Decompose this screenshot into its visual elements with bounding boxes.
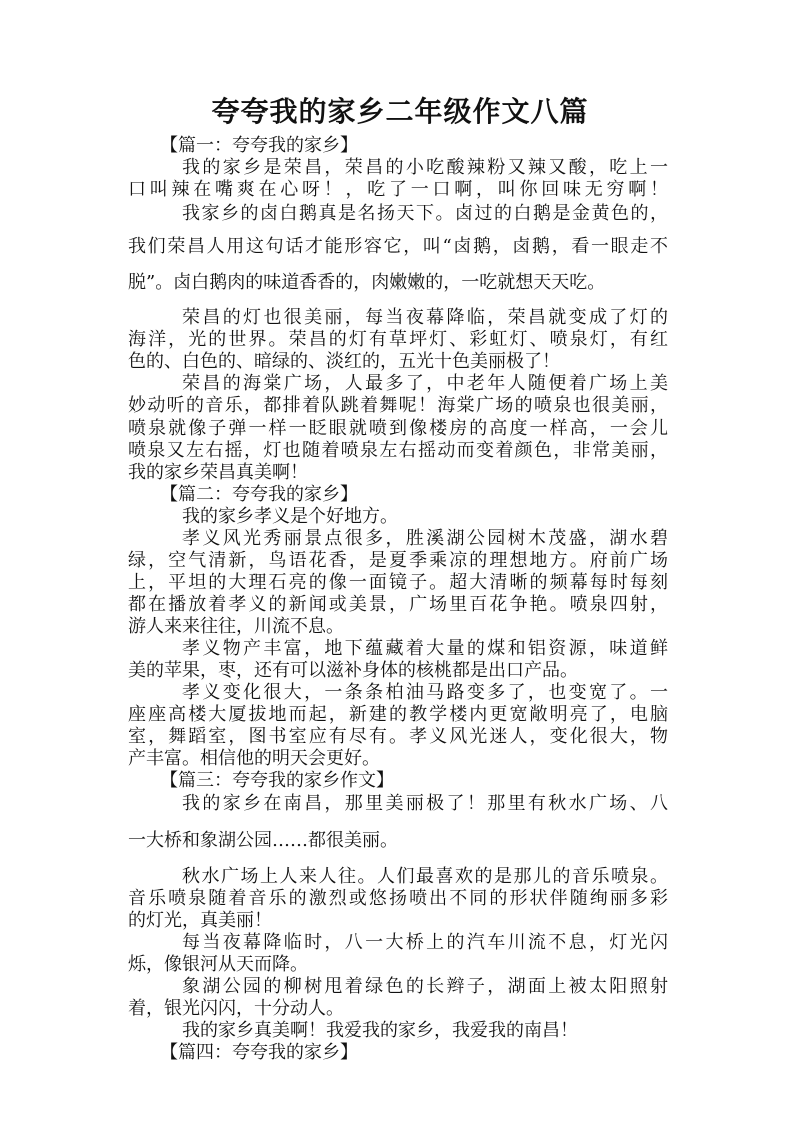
paragraph-line: 音乐喷泉随着音乐的激烈或悠扬喷出不同的形状伴随绚丽多彩 [128, 888, 668, 909]
paragraph-line: 都在播放着孝义的新闻或美景，广场里百花争艳。喷泉四射， [128, 594, 668, 615]
paragraph-line: 喷泉就像子弹一样一眨眼就喷到像楼房的高度一样高，一会儿 [128, 418, 668, 439]
paragraph-line: 烁，像银河从天而降。 [128, 954, 308, 975]
paragraph-line: 孝义物产丰富，地下蕴藏着大量的煤和铝资源，味道鲜 [182, 638, 668, 659]
paragraph-line: 产丰富。相信他的明天会更好。 [128, 748, 380, 769]
paragraph-line: 我的家乡真美啊！我爱我的家乡，我爱我的南昌！ [182, 1020, 578, 1041]
paragraph-line: 我的家乡孝义是个好地方。 [182, 506, 398, 527]
paragraph-line: 孝义变化很大，一条条柏油马路变多了，也变宽了。一 [182, 682, 668, 703]
paragraph-line: 上，平坦的大理石亮的像一面镜子。超大清晰的频幕每时每刻 [128, 572, 668, 593]
paragraph-line: 口叫辣在嘴爽在心呀！，吃了一口啊，叫你回味无穷啊！ [128, 179, 668, 200]
paragraph-line: 荣昌的灯也很美丽，每当夜幕降临，荣昌就变成了灯的 [182, 307, 668, 328]
paragraph-line: 我的家乡荣昌真美啊！ [128, 462, 308, 483]
paragraph-line: 秋水广场上人来人往。人们最喜欢的是那儿的音乐喷泉。 [182, 866, 668, 887]
section-heading-4: 【篇四：夸夸我的家乡】 [160, 1042, 358, 1063]
paragraph-line: 孝义风光秀丽景点很多，胜溪湖公园树木茂盛，湖水碧 [182, 528, 668, 549]
paragraph-line: 一大桥和象湖公园……都很美丽。 [128, 830, 398, 851]
paragraph-line: 色的、白色的、暗绿的、淡红的，五光十色美丽极了！ [128, 351, 560, 372]
paragraph-line: 象湖公园的柳树甩着绿色的长辫子，湖面上被太阳照射 [182, 976, 668, 997]
paragraph-line: 着，银光闪闪，十分动人。 [128, 998, 344, 1019]
paragraph-line: 座座高楼大厦拔地而起，新建的教学楼内更宽敞明亮了，电脑 [128, 704, 668, 725]
paragraph-line: 我的家乡在南昌，那里美丽极了！那里有秋水广场、八 [182, 793, 668, 814]
paragraph-line: 游人来来往往，川流不息。 [128, 616, 344, 637]
section-heading-3: 【篇三：夸夸我的家乡作文】 [160, 770, 394, 791]
paragraph-line: 妙动听的音乐，都排着队跳着舞呢！海棠广场的喷泉也很美丽， [128, 395, 668, 416]
paragraph-line: 的灯光，真美丽！ [128, 910, 272, 931]
paragraph-line: 我的家乡是荣昌，荣昌的小吃酸辣粉又辣又酸，吃上一 [182, 157, 668, 178]
paragraph-line: 美的苹果，枣，还有可以滋补身体的核桃都是出口产品。 [128, 660, 578, 681]
paragraph-line: 喷泉又左右摇，灯也随着喷泉左右摇动而变着颜色，非常美丽， [128, 440, 668, 461]
paragraph-line: 绿，空气清新，鸟语花香，是夏季乘凉的理想地方。府前广场 [128, 550, 668, 571]
section-heading-1: 【篇一：夸夸我的家乡】 [160, 135, 358, 156]
paragraph-line: 每当夜幕降临时，八一大桥上的汽车川流不息，灯光闪 [182, 932, 668, 953]
paragraph-line: 我们荣昌人用这句话才能形容它，叫“卤鹅，卤鹅，看一眼走不 [128, 236, 668, 257]
document-title: 夸夸我的家乡二年级作文八篇 [211, 95, 589, 128]
section-heading-2: 【篇二：夸夸我的家乡】 [160, 484, 358, 505]
paragraph-line: 室，舞蹈室，图书室应有尽有。孝义风光迷人，变化很大，物 [128, 726, 668, 747]
paragraph-line: 海洋，光的世界。荣昌的灯有草坪灯、彩虹灯、喷泉灯，有红 [128, 329, 668, 350]
paragraph-line: 我家乡的卤白鹅真是名扬天下。卤过的白鹅是金黄色的， [182, 203, 668, 224]
paragraph-line: 荣昌的海棠广场，人最多了，中老年人随便着广场上美 [182, 373, 668, 394]
paragraph-line: 脱”。卤白鹅肉的味道香香的，肉嫩嫩的，一吃就想天天吃。 [128, 272, 606, 293]
